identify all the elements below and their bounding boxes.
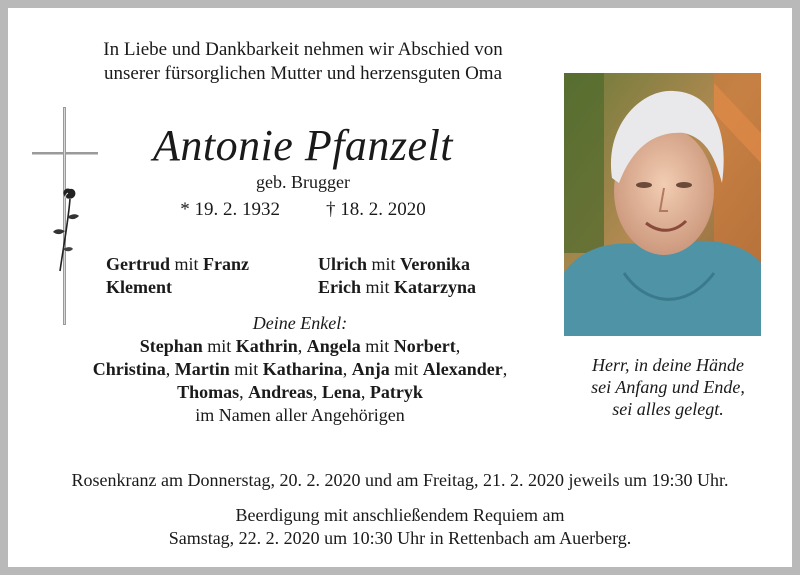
maiden-name: geb. Brugger [256, 172, 350, 192]
grandchild-name: Lena [321, 382, 361, 402]
grandchild-name: Patryk [369, 382, 423, 402]
birth-date: * 19. 2. 1932 [180, 199, 280, 220]
separator-text: , [502, 359, 508, 379]
grandchild-name: Angela [306, 336, 361, 356]
deceased-name: Antonie Pfanzelt [152, 121, 454, 170]
grandchild-name: Andreas [248, 382, 313, 402]
separator-text: , [312, 382, 322, 402]
family-entry: Gertrud mit Franz [106, 254, 249, 274]
separator-text: , [455, 336, 461, 356]
separator-text: , [239, 382, 249, 402]
grandchildren-list [8, 335, 592, 427]
grandchildren-line-1 [8, 335, 592, 358]
grandchild-name: Norbert [393, 336, 456, 356]
grandchildren-line-3 [8, 381, 592, 404]
obituary-card [8, 8, 792, 567]
rosary-announcement: Rosenkranz am Donnerstag, 20. 2. 2020 und am Freitag, 21. 2. 2020 jeweils um 19:30 Uhr. [71, 470, 729, 490]
grandchild-name: Kathrin [235, 336, 298, 356]
grandchild-name: Martin [174, 359, 230, 379]
funeral-line-2: Samstag, 22. 2. 2020 um 10:30 Uhr in Rettenbach am Auerberg. [168, 528, 632, 548]
death-date: † 18. 2. 2020 [326, 199, 426, 220]
grandchildren-intro: Deine Enkel: [252, 313, 348, 333]
quote-line-2: sei Anfang und Ende, [591, 377, 745, 397]
grandchild-name: Katharina [262, 359, 343, 379]
separator-text: mit [229, 359, 263, 379]
separator-text: mit [360, 336, 394, 356]
separator-text: , [342, 359, 352, 379]
intro-line-2: unserer fürsorglichen Mutter und herzensguten Oma [104, 63, 502, 84]
funeral-line-1: Beerdigung mit anschließendem Requiem am [235, 505, 565, 525]
intro-text [8, 38, 598, 86]
family-entry: Erich mit Katarzyna [318, 277, 476, 297]
grandchild-name: Thomas [177, 382, 240, 402]
grandchild-name: Christina [92, 359, 166, 379]
portrait-photo [564, 73, 761, 336]
life-dates [8, 199, 598, 221]
grandchild-name: Stephan [139, 336, 203, 356]
separator-text: , [360, 382, 370, 402]
funeral-announcement [8, 504, 792, 550]
quote-line-1: Herr, in deine Hände [592, 355, 744, 375]
bible-quote [561, 354, 775, 420]
grandchild-name: Alexander [422, 359, 503, 379]
family-right [318, 253, 476, 299]
family-entry: Klement [106, 277, 172, 297]
quote-line-3: sei alles gelegt. [612, 399, 724, 419]
closing-line: im Namen aller Angehörigen [195, 405, 405, 425]
separator-text: , [165, 359, 175, 379]
separator-text: , [297, 336, 307, 356]
grandchild-name: Anja [351, 359, 390, 379]
separator-text: mit [202, 336, 236, 356]
intro-line-1: In Liebe und Dankbarkeit nehmen wir Abschied von [103, 39, 503, 60]
family-left [106, 253, 249, 299]
grandchildren-line-2 [8, 358, 592, 381]
separator-text: mit [389, 359, 423, 379]
family-entry: Ulrich mit Veronika [318, 254, 471, 274]
